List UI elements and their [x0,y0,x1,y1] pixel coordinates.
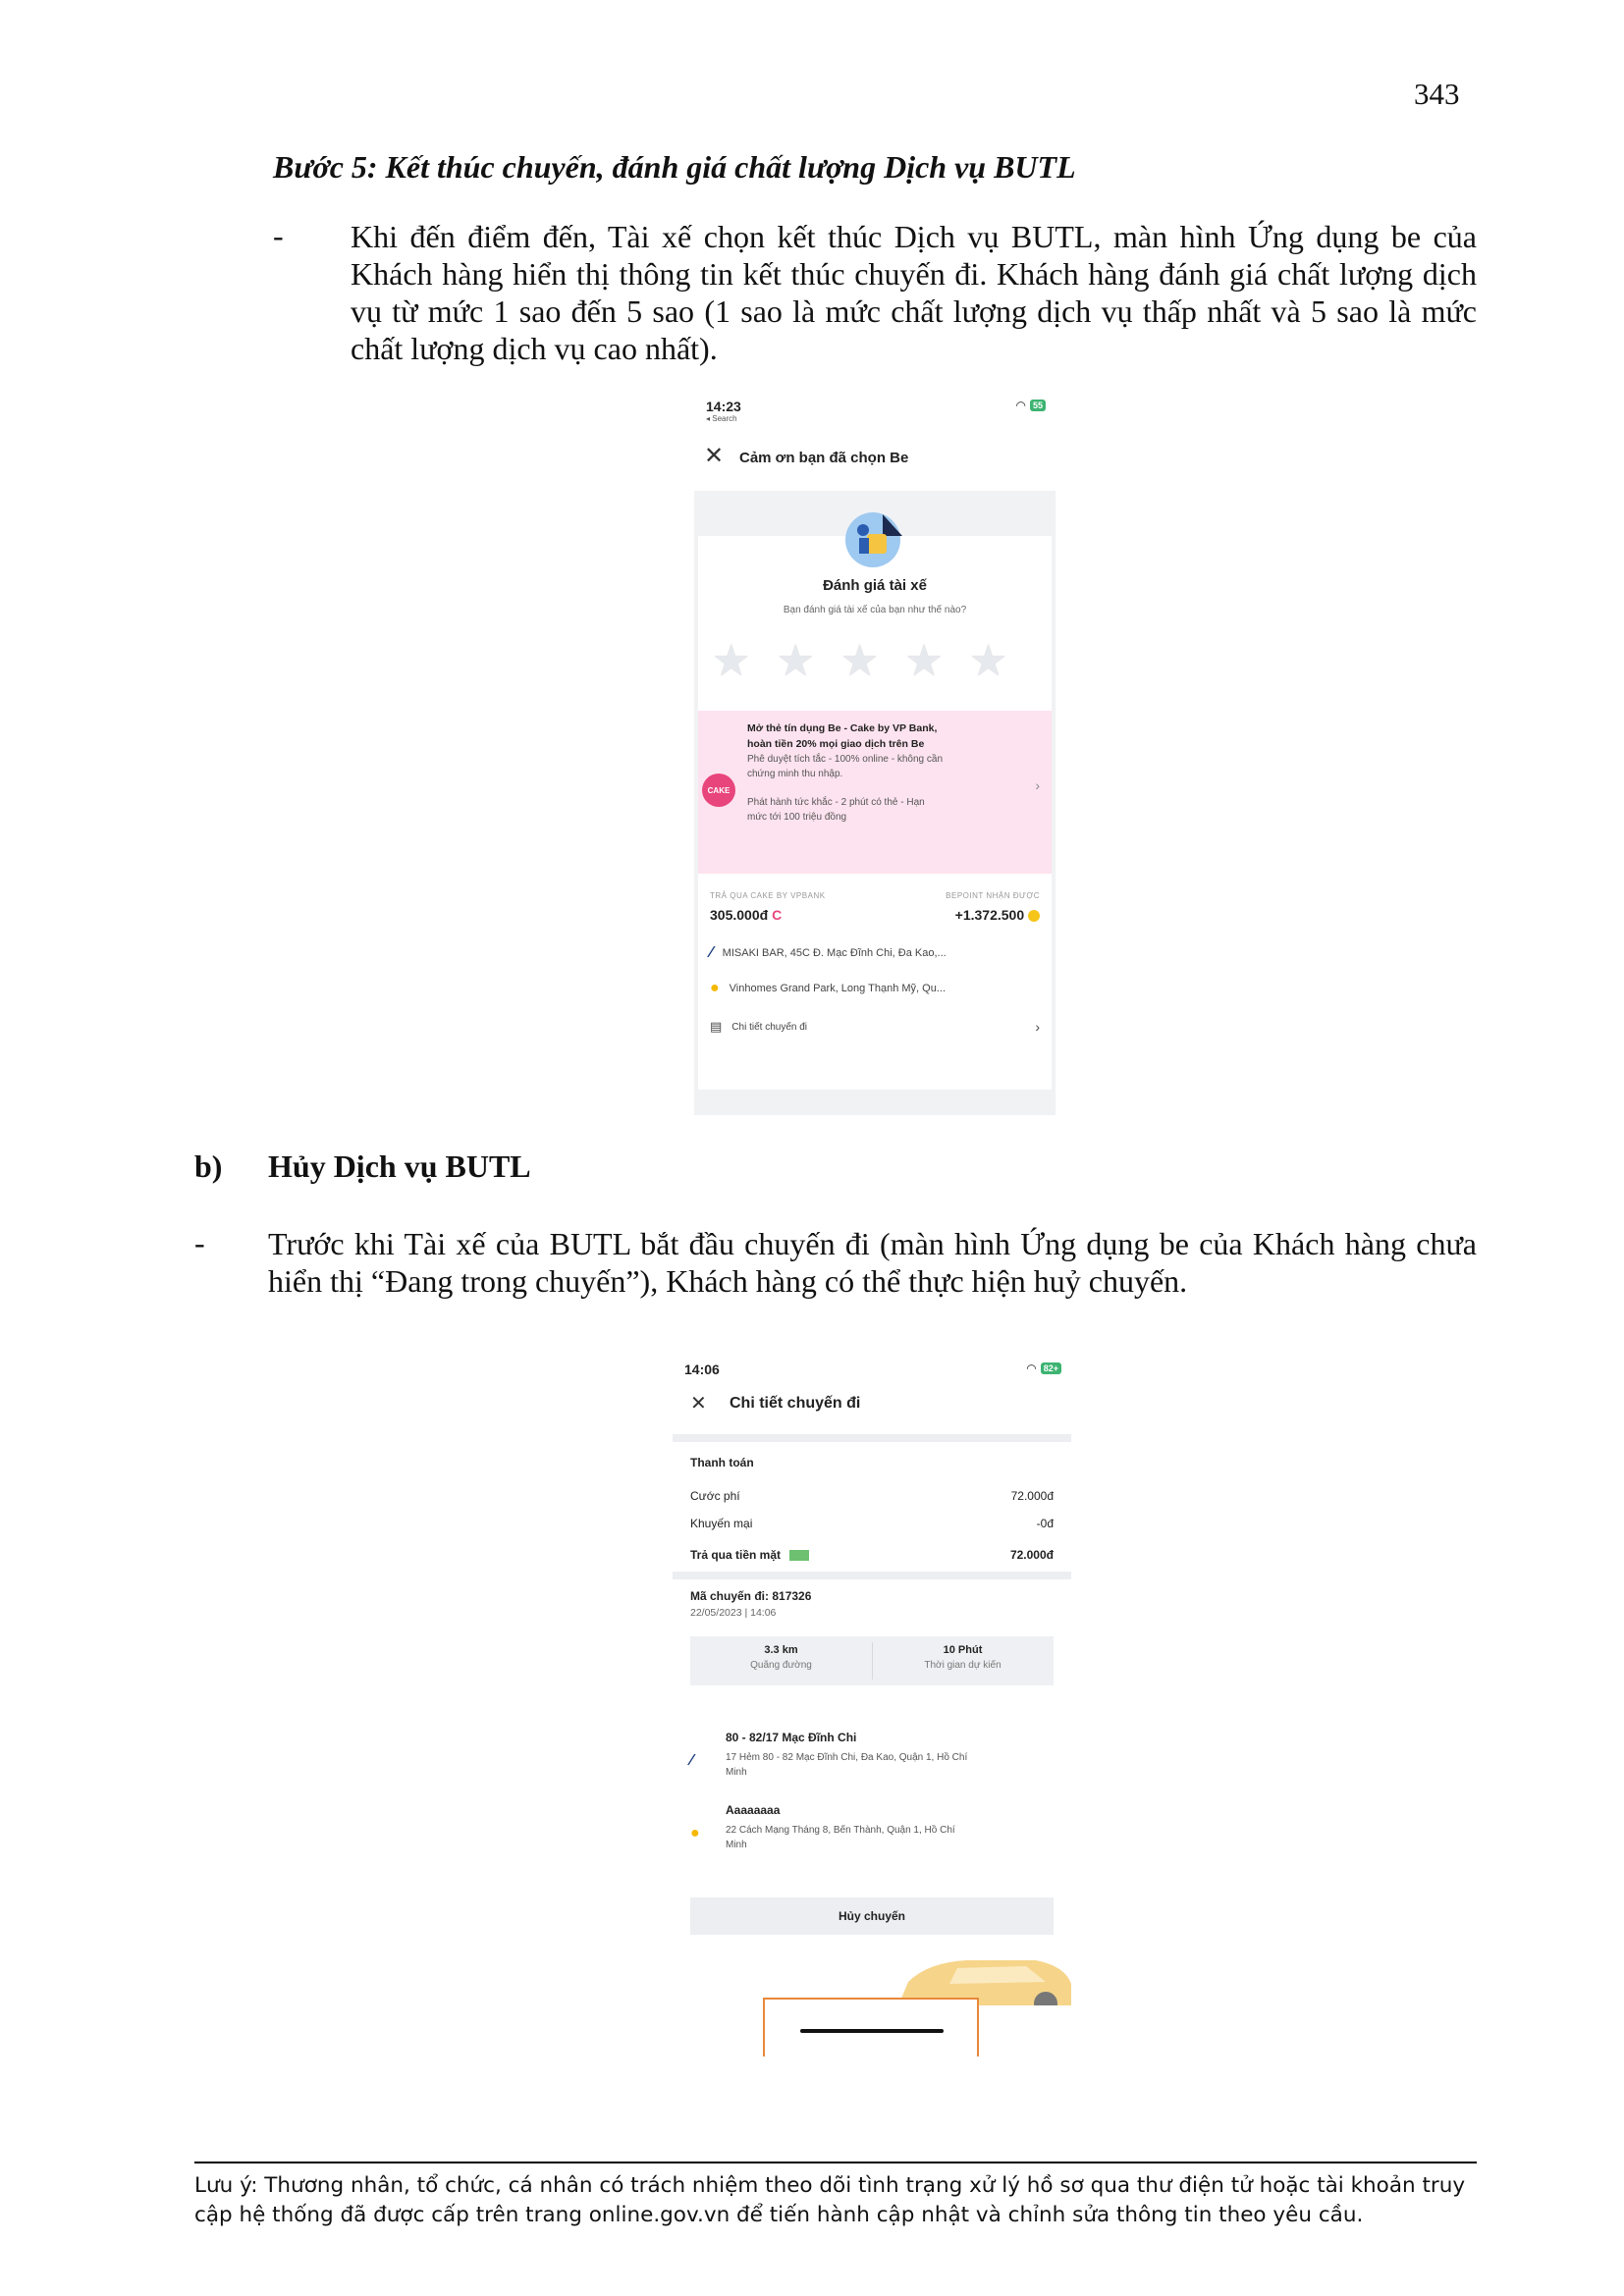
status-icons [1026,1362,1061,1375]
divider [673,1434,1071,1442]
promo-line-4: chứng minh thu nhập. [747,769,843,779]
promo-line-6: mức tới 100 triệu đồng [747,812,847,823]
cash-row [690,1548,1054,1562]
star-5-icon[interactable]: ★ [968,637,1008,685]
rating-card [698,536,1052,1090]
screen-header [694,426,1056,491]
pickup-address-line1: 17 Hẻm 80 - 82 Mạc Đĩnh Chi, Đa Kao, Quận 1, Hồ Chí [726,1752,968,1763]
battery-icon: 55 [1030,400,1046,411]
promo-row [690,1517,1054,1530]
cake-c-icon: C [772,907,783,923]
star-4-icon[interactable]: ★ [904,637,944,685]
star-2-icon[interactable]: ★ [776,637,815,685]
promo-line-5: Phát hành tức khắc - 2 phút có thẻ - Hạn [747,797,925,808]
close-icon[interactable]: ✕ [704,443,725,469]
trip-detail-screenshot [673,1350,1071,2056]
duration-value: 10 Phút [943,1644,983,1656]
cake-promo-banner[interactable] [698,711,1052,874]
home-indicator-highlight [763,1998,979,2056]
footer-rule [194,2162,1477,2163]
section-b-paragraph: Trước khi Tài xế của BUTL bắt đầu chuyến đi (màn hình Ứng dụng be của Khách hàng chưa hiển thị “Đang trong chuyến”), Khách hàng có thể thực hiện huỷ chuyến. [268,1226,1477,1299]
status-bar [673,1350,1071,1383]
rating-question: Bạn đánh giá tài xế của bạn như thế nào? [783,605,967,615]
cash-label: Trả qua tiền mặt [690,1548,782,1562]
location-pin-icon: ● [710,980,720,996]
paid-label: TRẢ QUA CAKE BY VPBANK [710,891,826,900]
status-time: 14:23 [706,399,741,414]
pickup-row [710,944,1040,962]
status-icons [1016,399,1047,412]
receipt-icon: ▤ [710,1019,723,1034]
bepoint-value-row [955,907,1040,923]
screen-header [673,1383,1071,1426]
step5-paragraph: Khi đến điểm đến, Tài xế chọn kết thúc Dịch vụ BUTL, màn hình Ứng dụng be của Khách hàng hiển thị thông tin kết thúc chuyến đi. Khách hàng đánh giá chất lượng dịch vụ từ mức 1 sao đến 5 sao (1 sao là mức chất lượng dịch vụ thấp nhất và 5 sao là mức chất lượng dịch vụ cao nhất). [351,219,1477,366]
duration-label: Thời gian dự kiến [924,1660,1001,1671]
pickup-address-line2: Minh [726,1767,747,1778]
cash-value: 72.000đ [1009,1548,1054,1562]
cash-icon [789,1550,809,1561]
trip-code: Mã chuyến đi: 817326 [690,1589,812,1603]
trip-stats [690,1636,1054,1685]
pickup-address [726,1750,1059,1780]
dropoff-address: Vinhomes Grand Park, Long Thạnh Mỹ, Qu... [729,983,946,994]
star-rating [712,637,1008,685]
status-bar [694,389,1056,426]
wifi-icon: ◠ [1026,1362,1037,1375]
section-b-bullet: - [194,1225,205,1260]
distance-value: 3.3 km [764,1644,798,1656]
star-3-icon[interactable]: ★ [839,637,880,685]
page-number: 343 [1414,77,1460,111]
divider [673,1572,1071,1579]
driver-bike-icon: ⁄ [710,944,713,961]
chevron-right-icon: › [1035,1019,1040,1035]
trip-detail-link: Chi tiết chuyến đi [731,1021,808,1033]
trip-time: 22/05/2023 | 14:06 [690,1607,777,1619]
cake-logo: CAKE [702,774,735,807]
section-b-label: b) [194,1148,223,1184]
screen-title: Cảm ơn bạn đã chọn Be [739,450,909,466]
rating-screenshot [694,389,1056,1115]
paid-value: 305.000đ [710,907,769,923]
promo-title-2: hoàn tiền 20% mọi giao dịch trên Be [747,738,925,750]
cancel-trip-button[interactable]: Hủy chuyến [690,1897,1054,1935]
step5-title: Bước 5: Kết thúc chuyến, đánh giá chất lượng Dịch vụ BUTL [273,149,1076,185]
driver-avatar [843,507,906,569]
close-icon[interactable]: ✕ [690,1393,707,1415]
bepoint-coin-icon [1028,910,1040,922]
step5-bullet: - [273,218,284,253]
rating-title: Đánh giá tài xế [823,577,927,594]
bepoint-label: BEPOINT NHẬN ĐƯỢC [946,891,1040,900]
footer-note: Lưu ý: Thương nhân, tổ chức, cá nhân có trách nhiệm theo dõi tình trạng xử lý hồ sơ qua thư điện tử hoặc tài khoản truy cập hệ thống đã được cấp trên trang online.gov.vn để tiến hành cập nhật và chỉnh sửa thông tin theo yêu cầu. [194,2173,1466,2227]
home-indicator [800,2029,944,2033]
promo-value: -0đ [1036,1517,1054,1530]
driver-bike-icon: ⁄ [690,1752,693,1769]
location-pin-icon: ● [690,1825,700,1842]
paid-value-row [710,907,782,923]
fare-row [690,1489,1054,1503]
dropoff-title: Aaaaaaaa [726,1803,781,1817]
screen-title: Chi tiết chuyến đi [730,1395,861,1412]
trip-detail-row[interactable] [710,1019,1040,1035]
chevron-right-icon[interactable]: › [1035,777,1040,793]
dropoff-row [710,980,1040,997]
promo-title-1: Mở thẻ tín dụng Be - Cake by VP Bank, [747,722,938,734]
pickup-address: MISAKI BAR, 45C Đ. Mạc Đĩnh Chi, Đa Kao,... [722,947,947,959]
section-b-title: Hủy Dịch vụ BUTL [268,1148,531,1184]
distance-label: Quãng đường [750,1660,812,1671]
fare-value: 72.000đ [1010,1489,1054,1503]
star-1-icon[interactable]: ★ [712,637,751,685]
promo-line-3: Phê duyệt tích tắc - 100% online - không cần [747,754,944,765]
dropoff-address-line1: 22 Cách Mạng Tháng 8, Bến Thành, Quận 1, Hồ Chí [726,1825,955,1836]
bepoint-value: +1.372.500 [954,907,1025,923]
payment-title: Thanh toán [690,1456,754,1469]
fare-label: Cước phí [690,1489,740,1503]
pickup-title: 80 - 82/17 Mạc Đĩnh Chi [726,1731,857,1744]
promo-label: Khuyến mại [690,1517,753,1530]
status-time: 14:06 [684,1362,720,1377]
battery-icon: 82+ [1041,1362,1061,1374]
dropoff-address [726,1823,1059,1852]
wifi-icon: ◠ [1015,399,1026,412]
dropoff-address-line2: Minh [726,1840,747,1850]
back-to-search-link[interactable]: ◂ Search [706,414,737,423]
